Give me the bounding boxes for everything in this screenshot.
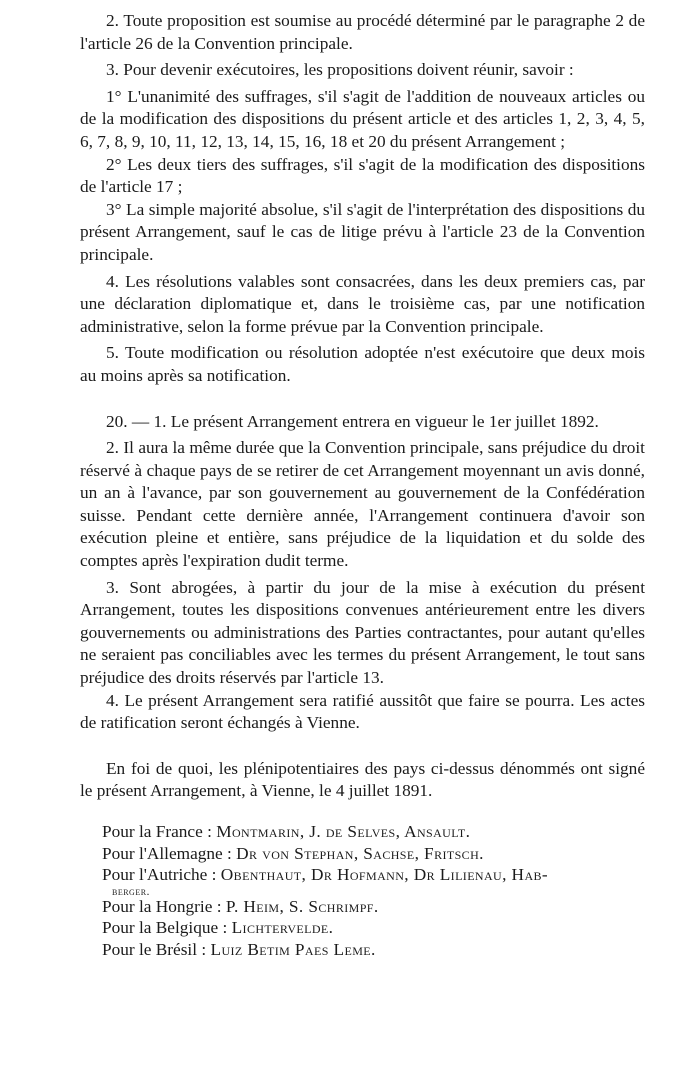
paragraph-2: 2. Toute proposition est soumise au procédé déterminé par le paragraphe 2 de l'article 26 de la Convention principale. (80, 11, 645, 53)
article-20-paragraph-3: 3. Sont abrogées, à partir du jour de la mise à exécution du présent Arrangement, toutes les dispositions convenues antérieurement entre les divers gouvernements ou administrations des Parties contractantes, pour autant qu'elles ne seraient pas conciliables avec les termes du présent Arrangement, le tout sans préjudice des droits réservés par l'article 13. (80, 577, 645, 688)
article-20-paragraph-4: 4. Le présent Arrangement sera ratifié aussitôt que faire se pourra. Les actes de ratification seront échangés à Vienne. (80, 690, 645, 733)
signature-country: Pour la France : (102, 822, 217, 841)
paragraph-3-item-3: 3° La simple majorité absolue, s'il s'agit de l'interprétation des dispositions du présent Arrangement, sauf le cas de litige prévu à l'article 23 de la Convention principale. (80, 199, 645, 264)
article-body (80, 10, 645, 803)
signature-country: Pour la Belgique : (102, 918, 232, 937)
signatory-names: Luiz Betim Paes Leme. (210, 939, 376, 959)
attestation-paragraph: En foi de quoi, les plénipotentiaires des pays ci-dessus dénommés ont signé le présent Arrangement, à Vienne, le 4 juillet 1891. (80, 758, 645, 801)
paragraph-3-item-2: 2° Les deux tiers des suffrages, s'il s'agit de la modification des dispositions de l'article 17 ; (80, 154, 645, 197)
paragraph-3-item-1: 1° L'unanimité des suffrages, s'il s'agit de l'addition de nouveaux articles ou de la modification des dispositions du présent article et des articles 1, 2, 3, 4, 5, 6, 7, 8, 9, 10, 11, 12, 13, 14, 15, 16, 18 et 20 du présent Arrangement ; (80, 86, 645, 151)
signature-france (80, 821, 645, 843)
signatory-names-continuation: berger. (112, 883, 151, 898)
signature-bresil (80, 939, 645, 961)
paragraph-4: 4. Les résolutions valables sont consacrées, dans les deux premiers cas, par une déclaration diplomatique et, dans le troisième cas, par une notification administrative, selon la forme prévue par la Convention principale. (80, 271, 645, 336)
signature-allemagne (80, 843, 645, 865)
signatory-names: Obenthaut, Dr Hofmann, Dr Lilienau, Hab- (220, 865, 549, 884)
paragraph-3: 3. Pour devenir exécutoires, les propositions doivent réunir, savoir : (106, 60, 574, 80)
signature-hongrie (80, 896, 645, 918)
signature-autriche (80, 864, 645, 896)
signature-country: Pour l'Allemagne : (102, 843, 237, 863)
signature-country: Pour le Brésil : (102, 939, 211, 959)
signature-country: Pour la Hongrie : (102, 896, 226, 916)
signatory-names: Lichtervelde. (231, 918, 334, 937)
signature-block (80, 821, 645, 960)
article-20-paragraph-1: 20. — 1. Le présent Arrangement entrera en vigueur le 1er juillet 1892. (106, 411, 599, 431)
signatory-names: Dr von Stephan, Sachse, Fritsch. (236, 843, 484, 863)
signature-country: Pour l'Autriche : (102, 865, 221, 884)
signatory-names: Montmarin, J. de Selves, Ansault. (216, 822, 471, 841)
signature-belgique (80, 917, 645, 939)
paragraph-5: 5. Toute modification ou résolution adoptée n'est exécutoire que deux mois au moins après sa notification. (80, 343, 645, 385)
article-20-paragraph-2: 2. Il aura la même durée que la Convention principale, sans préjudice du droit réservé à chaque pays de se retirer de cet Arrangement moyennant un avis donné, un an à l'avance, par son gouvernement au gouvernement de la Confédération suisse. Pendant cette dernière année, l'Arrangement continuera d'avoir son exécution pleine et entière, sans préjudice de la liquidation et du solde des comptes après l'expiration dudit terme. (80, 438, 645, 571)
signatory-names: P. Heim, S. Schrimpf. (225, 896, 379, 916)
